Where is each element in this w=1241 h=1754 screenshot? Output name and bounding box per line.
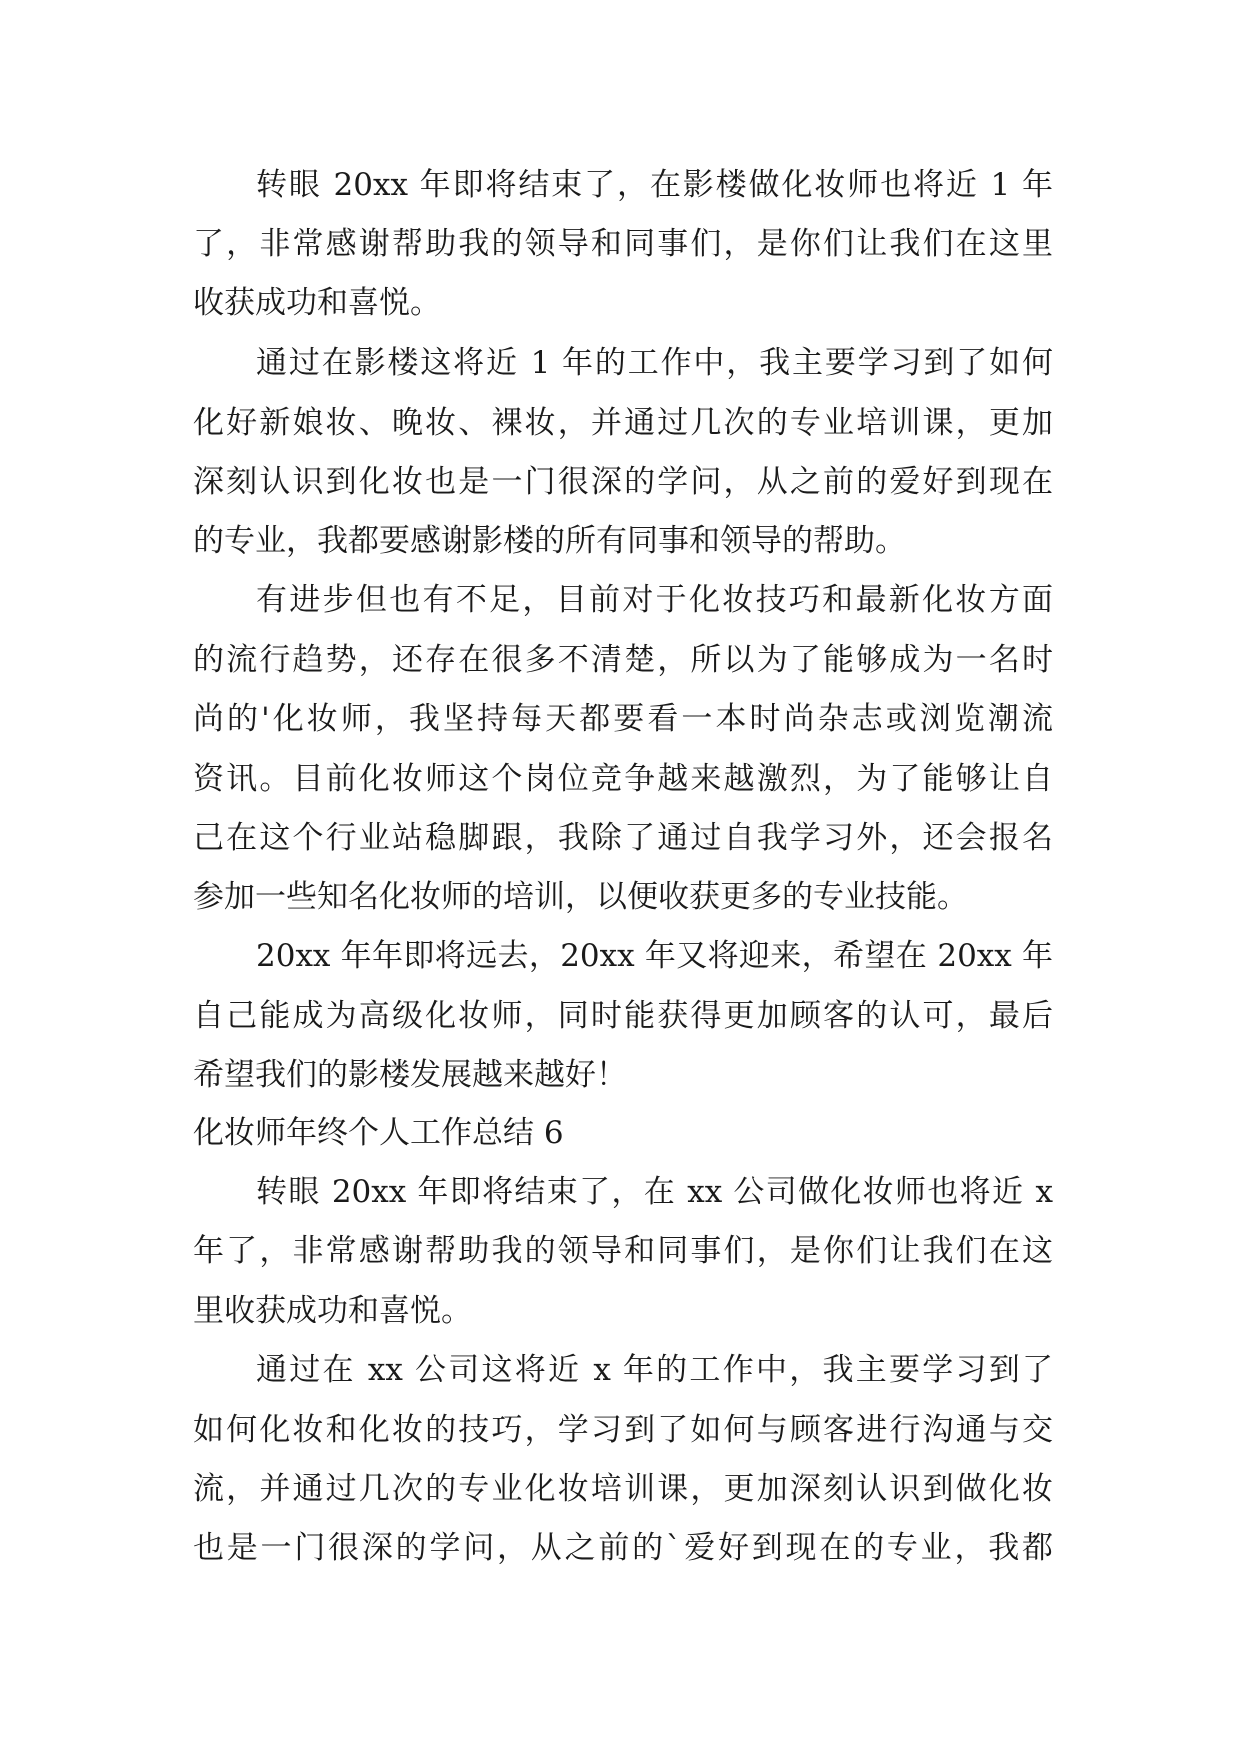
paragraph-line: 转眼 20xx 年即将结束了，在 xx 公司做化妆师也将近 x xyxy=(256,1174,1053,1210)
paragraph-line: 的流行趋势，还存在很多不清楚，所以为了能够成为一名时 xyxy=(193,642,1053,678)
section-heading: 化妆师年终个人工作总结 6 xyxy=(193,1115,564,1151)
paragraph-line: 收获成功和喜悦。 xyxy=(193,285,441,321)
paragraph-line: 希望我们的影楼发展越来越好！ xyxy=(193,1057,627,1093)
paragraph-line: 年了，非常感谢帮助我的领导和同事们，是你们让我们在这 xyxy=(193,1233,1053,1269)
paragraph-line: 转眼 20xx 年即将结束了，在影楼做化妆师也将近 1 年 xyxy=(256,167,1053,203)
paragraph-line: 也是一门很深的学问，从之前的`爱好到现在的专业，我都 xyxy=(193,1530,1053,1566)
paragraph-line: 资讯。目前化妆师这个岗位竞争越来越激烈，为了能够让自 xyxy=(193,761,1053,797)
paragraph-line: 了，非常感谢帮助我的领导和同事们，是你们让我们在这里 xyxy=(193,226,1053,262)
paragraph-line: 20xx 年年即将远去，20xx 年又将迎来，希望在 20xx 年 xyxy=(256,938,1053,974)
paragraph-line: 流，并通过几次的专业化妆培训课，更加深刻认识到做化妆 xyxy=(193,1471,1053,1507)
paragraph-line: 深刻认识到化妆也是一门很深的学问，从之前的爱好到现在 xyxy=(193,464,1053,500)
paragraph-line: 参加一些知名化妆师的培训，以便收获更多的专业技能。 xyxy=(193,879,968,915)
paragraph-line: 尚的'化妆师，我坚持每天都要看一本时尚杂志或浏览潮流 xyxy=(193,701,1053,737)
paragraph-line: 如何化妆和化妆的技巧，学习到了如何与顾客进行沟通与交 xyxy=(193,1412,1053,1448)
paragraph-line: 里收获成功和喜悦。 xyxy=(193,1293,472,1329)
paragraph-line: 的专业，我都要感谢影楼的所有同事和领导的帮助。 xyxy=(193,523,906,559)
paragraph-line: 自己能成为高级化妆师，同时能获得更加顾客的认可，最后 xyxy=(193,998,1053,1034)
paragraph-line: 己在这个行业站稳脚跟，我除了通过自我学习外，还会报名 xyxy=(193,820,1053,856)
paragraph-line: 通过在 xx 公司这将近 x 年的工作中，我主要学习到了 xyxy=(256,1352,1053,1388)
paragraph-line: 有进步但也有不足，目前对于化妆技巧和最新化妆方面 xyxy=(256,582,1053,618)
paragraph-line: 化好新娘妆、晚妆、裸妆，并通过几次的专业培训课，更加 xyxy=(193,405,1053,441)
paragraph-line: 通过在影楼这将近 1 年的工作中，我主要学习到了如何 xyxy=(256,345,1053,381)
